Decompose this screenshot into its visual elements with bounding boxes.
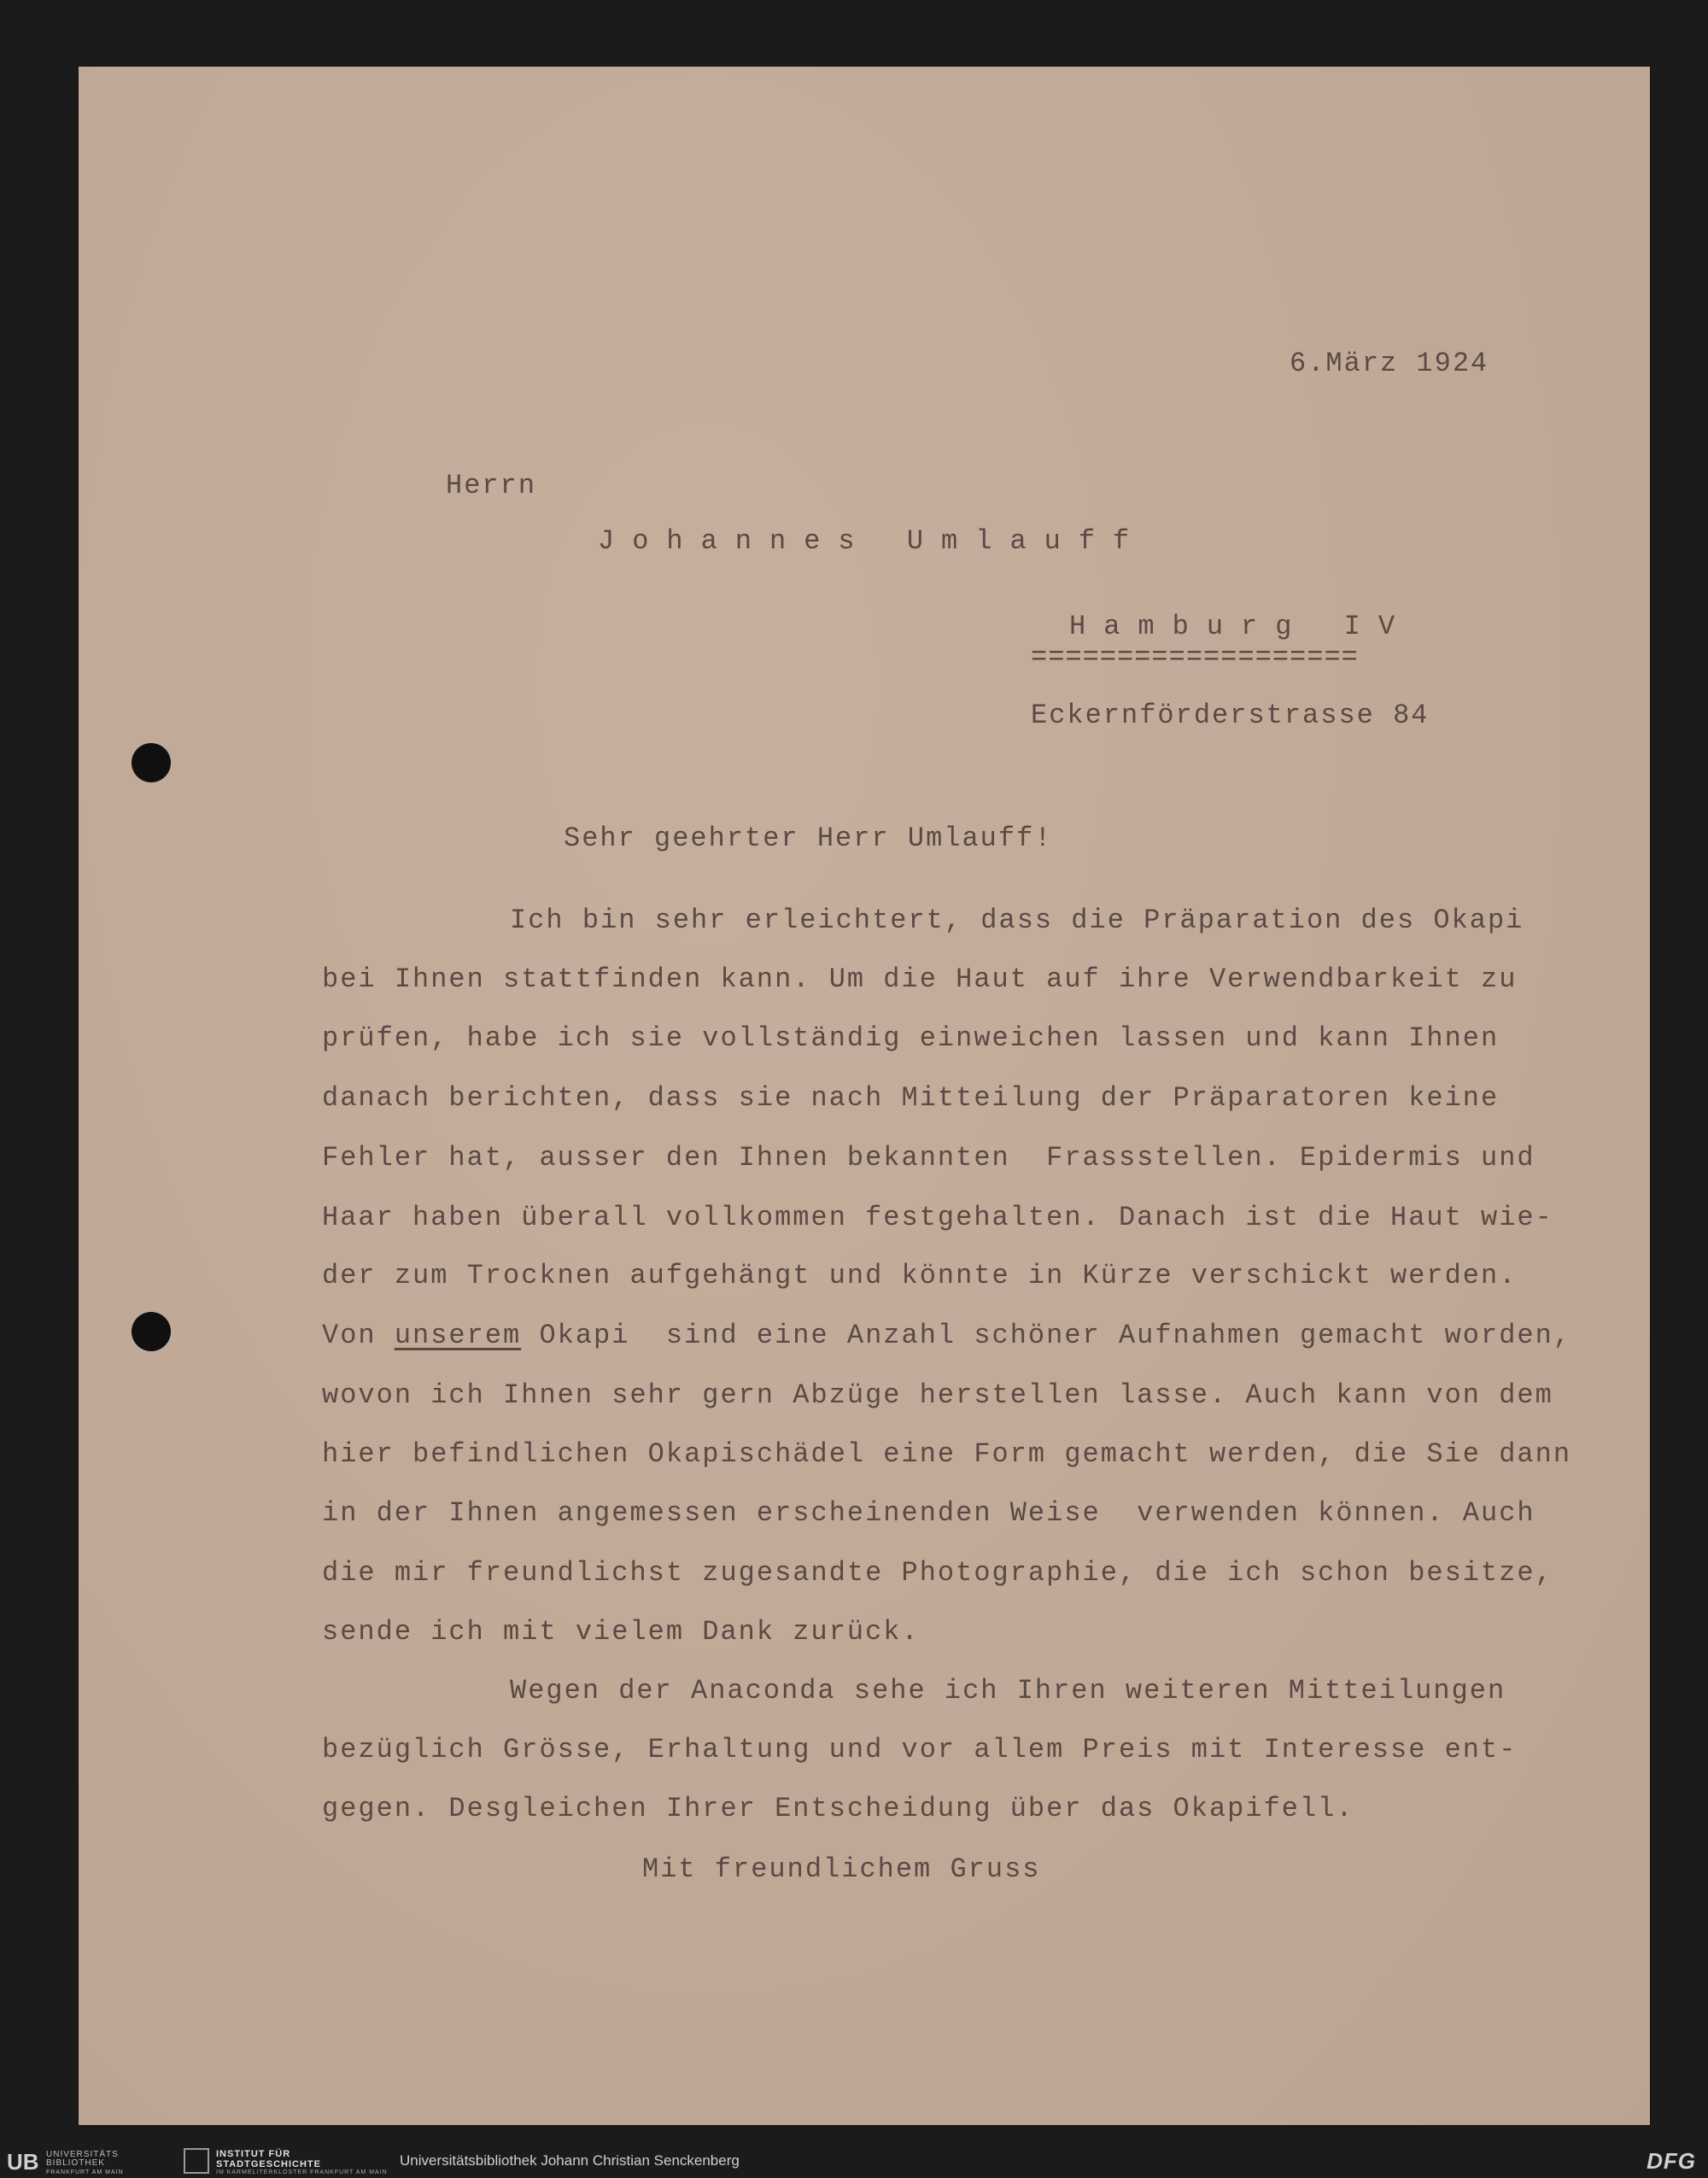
institute-logo-text: INSTITUT FÜR STADTGESCHICHTE	[216, 2149, 321, 2169]
recipient-name: Johannes Umlauff	[598, 525, 1148, 557]
body-line: Haar haben überall vollkommen festgehalten. Danach ist die Haut wie-	[322, 1202, 1553, 1233]
recipient-city: Hamburg IV	[1069, 611, 1413, 642]
viewer-footer	[0, 2144, 1708, 2178]
body-line: prüfen, habe ich sie vollständig einweichen lassen und kann Ihnen	[322, 1022, 1500, 1054]
body-line: bezüglich Grösse, Erhaltung und vor allem Preis mit Interesse ent-	[322, 1734, 1518, 1765]
body-line: sende ich mit vielem Dank zurück.	[322, 1616, 920, 1648]
punch-hole-top	[132, 743, 171, 782]
body-line: gegen. Desgleichen Ihrer Entscheidung über das Okapifell.	[322, 1793, 1354, 1824]
body-line-part	[322, 1322, 1571, 1350]
body-line: die mir freundlichst zugesandte Photographie, die ich schon besitze,	[322, 1557, 1553, 1589]
institute-icon	[184, 2148, 209, 2174]
institute-logo-subtext: IM KARMELITERKLOSTER FRANKFURT AM MAIN	[216, 2169, 388, 2175]
body-word: Von	[322, 1320, 377, 1351]
body-line: bei Ihnen stattfinden kann. Um die Haut auf ihre Verwendbarkeit zu	[322, 963, 1518, 995]
body-line: wovon ich Ihnen sehr gern Abzüge herstellen lasse. Auch kann von dem	[322, 1379, 1553, 1411]
underlined-word: unserem	[394, 1320, 522, 1351]
city-underline: ===================	[1031, 641, 1359, 673]
body-line: Fehler hat, ausser den Ihnen bekannten Frassstellen. Epidermis und	[322, 1142, 1535, 1174]
body-word: Okapi sind eine Anzahl schöner Aufnahmen gemacht worden,	[539, 1320, 1572, 1351]
letter-date: 6.März 1924	[1290, 348, 1489, 379]
body-line: in der Ihnen angemessen erscheinenden Weise verwenden können. Auch	[322, 1497, 1535, 1529]
ub-logo-text: UNIVERSITÄTS BIBLIOTHEK FRANKFURT AM MAIN	[46, 2150, 124, 2175]
body-line: danach berichten, dass sie nach Mitteilung der Präparatoren keine	[322, 1082, 1500, 1114]
ub-logo-mark: UB	[7, 2149, 39, 2175]
body-line: der zum Trocknen aufgehängt und könnte in Kürze verschickt werden.	[322, 1260, 1518, 1291]
body-line: hier befindlichen Okapischädel eine Form gemacht werden, die Sie dann	[322, 1438, 1572, 1470]
recipient-street: Eckernförderstrasse 84	[1031, 700, 1430, 731]
university-library-logo[interactable]	[7, 2149, 169, 2175]
salutation-line: Herrn	[446, 470, 537, 501]
letter-page	[79, 67, 1650, 2125]
dfg-logo[interactable]: DFG	[1647, 2148, 1696, 2174]
punch-hole-bottom	[132, 1312, 171, 1351]
city-history-institute-logo[interactable]	[184, 2148, 389, 2175]
letter-closing: Mit freundlichem Gruss	[642, 1853, 1041, 1885]
letter-greeting: Sehr geehrter Herr Umlauff!	[564, 823, 1053, 854]
body-line: Ich bin sehr erleichtert, dass die Präparation des Okapi	[510, 905, 1524, 936]
body-line: Wegen der Anaconda sehe ich Ihren weiteren Mitteilungen	[510, 1675, 1506, 1707]
institution-name: Universitätsbibliothek Johann Christian Senckenberg	[400, 2152, 740, 2169]
